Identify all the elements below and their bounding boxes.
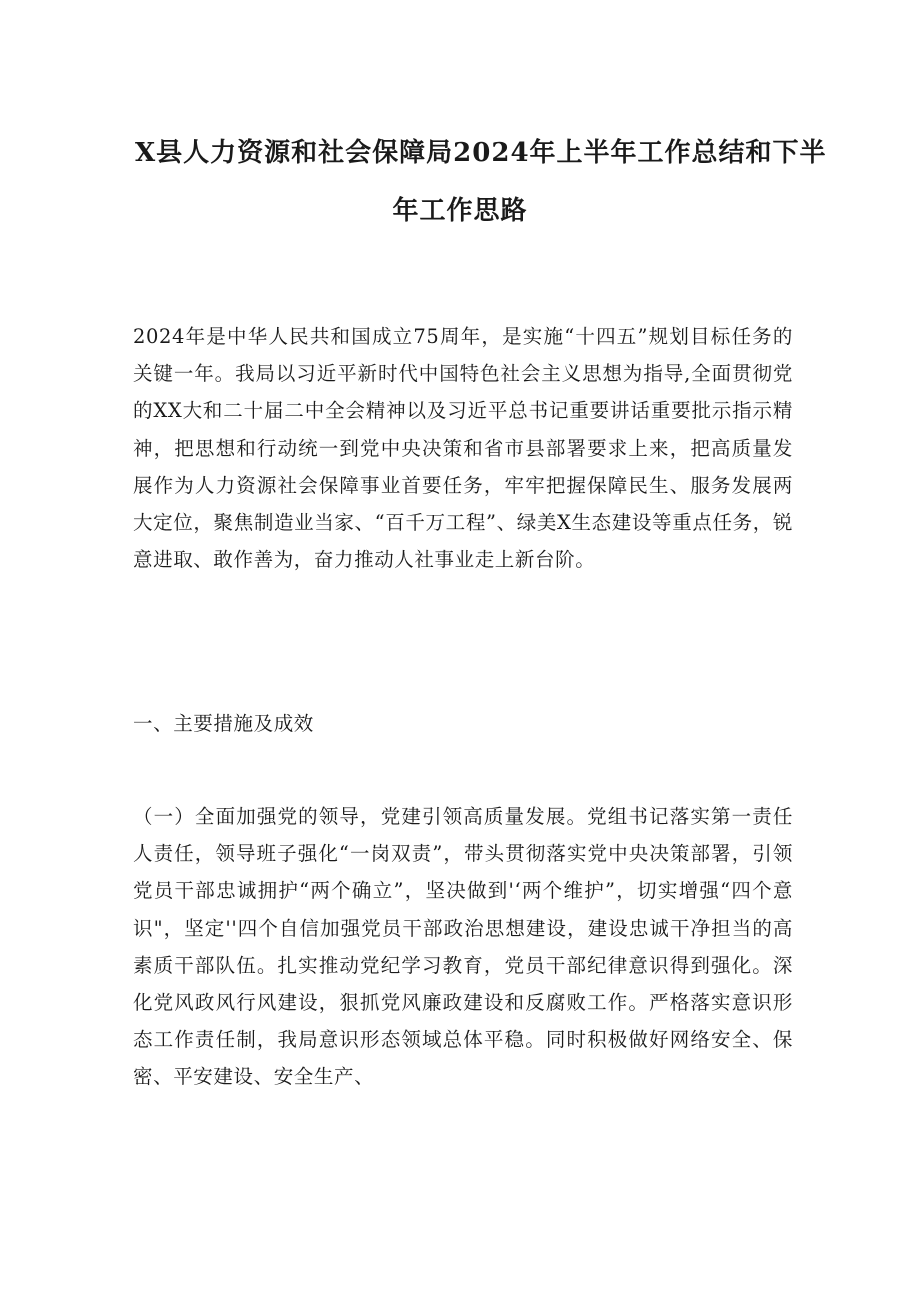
- section-heading: 一、主要措施及成效: [133, 712, 314, 735]
- document-title-line-2: 年工作思路: [392, 196, 528, 226]
- section-paragraph: （一）全面加强党的领导，党建引领高质量发展。党组书记落实第一责任人责任，领导班子强化“一岗双责”，带头贯彻落实党中央决策部署，引领党员干部忠诚拥护“两个确立”，坚决做到'‘两个维护”，切实增强“四个意识"，坚定''四个自信加强党员干部政治思想建设，建设忠诚干净担当的高素质干部队伍。扎实推动党纪学习教育，党员干部纪律意识得到强化。深化党风政风行风建设，狠抓党风廉政建设和反腐败工作。严格落实意识形态工作责任制，我局意识形态领域总体平稳。同时积极做好网络安全、保密、平安建设、安全生产、: [133, 805, 793, 1089]
- document-title-line-1: X县人力资源和社会保障局2024年上半年工作总结和下半: [135, 138, 827, 168]
- intro-paragraph: 2024年是中华人民共和国成立75周年，是实施“十四五”规划目标任务的关键一年。我局以习近平新时代中国特色社会主义思想为指导,全面贯彻党的XX大和二十届二中全会精神以及习近平总书记重要讲话重要批示指示精神，把思想和行动统一到党中央决策和省市县部署要求上来，把高质量发展作为人力资源社会保障事业首要任务，牢牢把握保障民生、服务发展两大定位，聚焦制造业当家、“百千万工程”、绿美X生态建设等重点任务，锐意进取、敢作善为，奋力推动人社事业走上新台阶。: [133, 325, 793, 572]
